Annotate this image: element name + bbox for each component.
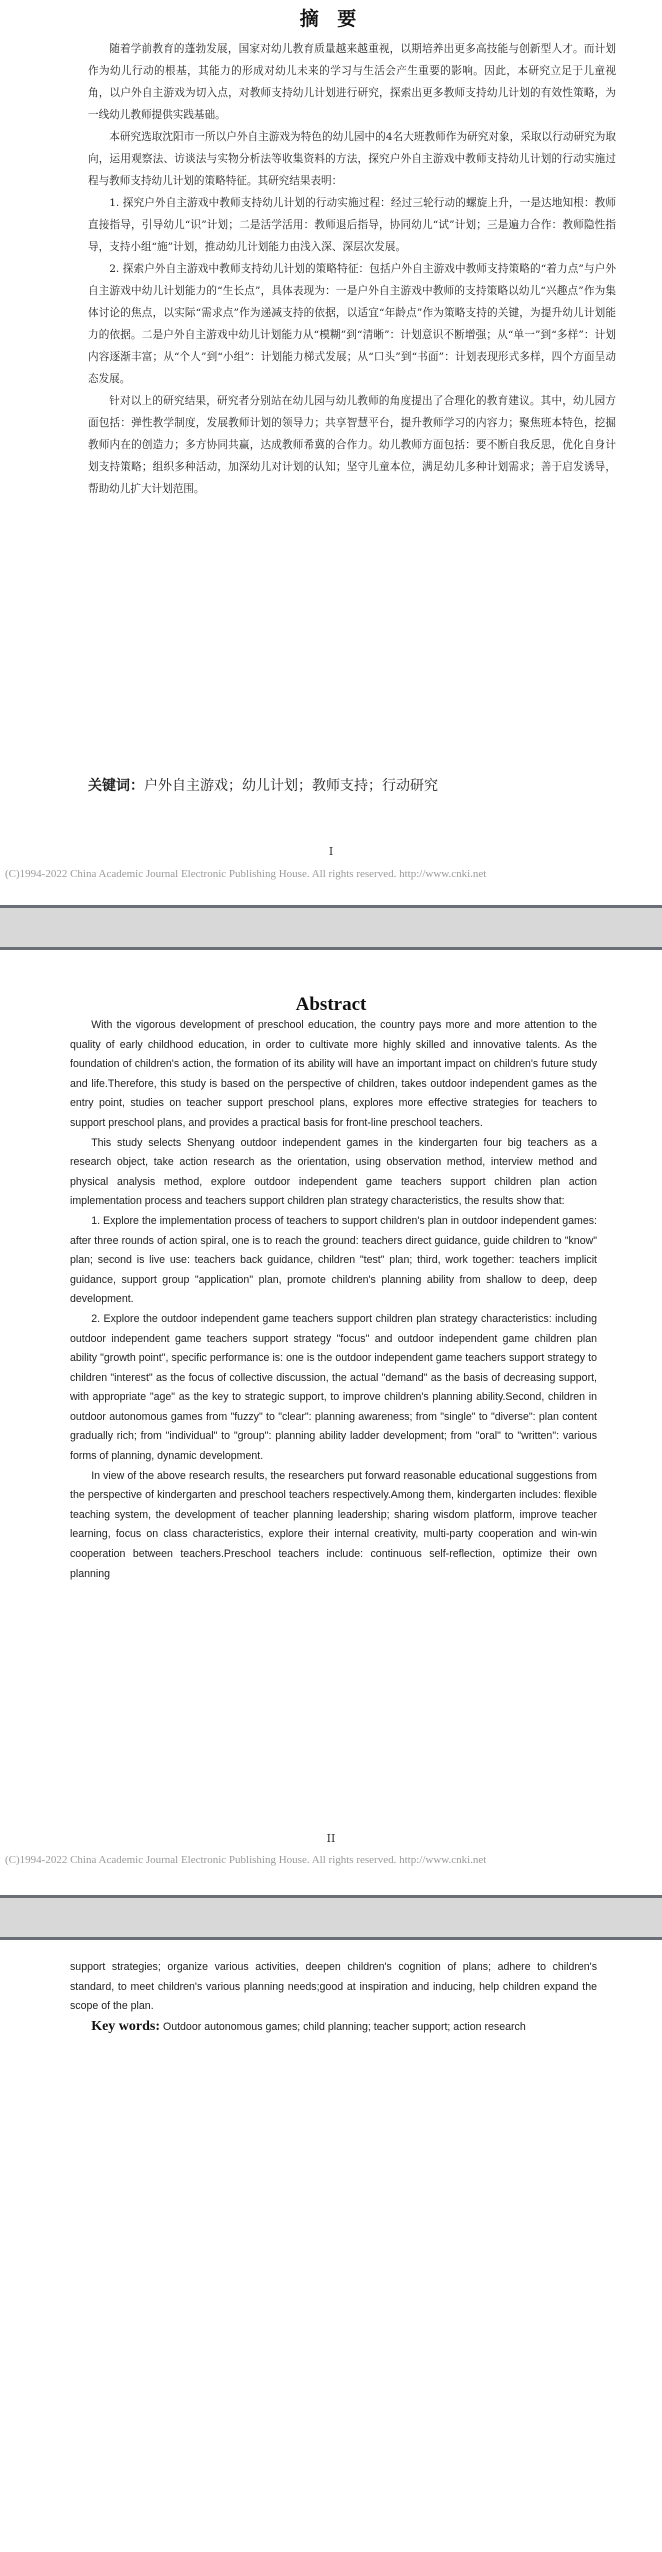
page-number-2: II <box>326 1832 336 1845</box>
english-abstract-title: Abstract <box>295 994 367 1015</box>
en-paragraph-3: 1. Explore the implementation process of teachers to support children's plan in outdoor independent games: after three rounds of action spiral, one is to reach the ground: teachers direct guidance, guide children to "know" plan; second is live use: teachers back guidance, children "test" plan; third, work together: teachers implicit guidance, support group "application" plan, promote children's planning ability from shallow to deep, deep development. <box>70 1214 597 1306</box>
chinese-keywords-label: 关键词： <box>88 778 144 794</box>
chinese-keywords <box>88 775 616 795</box>
english-abstract-body <box>70 1016 597 1584</box>
cn-paragraph-2: 本研究选取沈阳市一所以户外自主游戏为特色的幼儿园中的4名大班教师作为研究对象，采取以行动研究为取向，运用观察法、访谈法与实物分析法等收集资料的方法，探究户外自主游戏中教师支持幼儿计划的行动实施过程与教师支持幼儿计划的策略特征。其研究结果表明： <box>88 131 616 187</box>
cn-paragraph-4: 2. 探索户外自主游戏中教师支持幼儿计划的策略特征：包括户外自主游戏中教师支持策略的“着力点”与户外自主游戏中幼儿计划能力的“生长点”，具体表现为：一是户外自主游戏中教师的支持策略以幼儿“兴趣点”作为集体讨论的焦点，以实际“需求点”作为递减支持的依据，以适宜“年龄点”作为策略支持的关键，为提升幼儿计划能力的依据。二是户外自主游戏中幼儿计划能力从“模糊”到“清晰”：计划意识不断增强；从“单一”到“多样”：计划内容逐渐丰富；从“个人”到“小组”：计划能力梯式发展；从“口头”到“书面”：计划表现形式多样，四个方面呈动态发展。 <box>88 263 616 385</box>
english-keywords-text: Outdoor autonomous games; child planning; teacher support; action research <box>162 2020 526 2033</box>
chinese-abstract-title: 摘 要 <box>299 8 363 30</box>
en-paragraph-1: With the vigorous development of preschool education, the country pays more and more attention to the quality of early childhood education, in order to cultivate more highly skilled and innovative talents. As the foundation of children's action, the formation of its ability will have an important impact on children's future study and life.Therefore, this study is based on the perspective of children, takes outdoor independent games as the entry point, studies on teacher support preschool plans, explores more effective strategies for teachers to support preschool plans, and provides a practical basis for front-line preschool teachers. <box>70 1019 597 1129</box>
chinese-keywords-text: 户外自主游戏；幼儿计划；教师支持；行动研究 <box>144 778 438 794</box>
page-separator-1 <box>0 905 662 950</box>
page-number-1: I <box>328 845 334 858</box>
copyright-footer-1: (C)1994-2022 China Academic Journal Electronic Publishing House. All rights reserved. http://www.cnki.net <box>5 868 487 880</box>
cn-paragraph-3: 1. 探究户外自主游戏中教师支持幼儿计划的行动实施过程：经过三轮行动的螺旋上升，一是达地知根：教师直接指导，引导幼儿“识”计划；二是活学活用：教师退后指导，协同幼儿“试”计划；三是遍力合作：教师隐性指导，支持小组“施”计划，推动幼儿计划能力由浅入深、深层次发展。 <box>88 197 616 253</box>
en-continuation-paragraph: support strategies; organize various activities, deepen children's cognition of plans; adhere to children's standard, to meet children's various planning needs;good at inspiration and inducing, help children expand the scope of the plan. <box>70 1961 597 2013</box>
page-bottom-edge-2 <box>0 1895 662 1898</box>
english-keywords <box>70 2017 597 2038</box>
en-paragraph-4: 2. Explore the outdoor independent game teachers support children plan strategy characteristics: including outdoor independent game teachers support strategy "focus" and outdoor independent game children plan ability "growth point", specific performance is: one is the outdoor independent game teachers support strategy to children "interest" as the focus of collective discussion, the actual "demand" as the basis of decreasing support, with appropriate "age" as the key to strategic support, to improve children's planning ability.Second, children in outdoor autonomous games from "fuzzy" to "clear": planning awareness; from "single" to "diverse": plan content gradually rich; from "individual" to "group": planning ability ladder development; from "oral" to "written": various forms of planning, dynamic development. <box>70 1312 597 1463</box>
en-paragraph-2: This study selects Shenyang outdoor independent games in the kindergarten four big teachers as a research object, take action research as the orientation, using observation method, interview method and physical analysis method, explore outdoor independent game teachers support children plan action implementation process and teachers support children plan strategy characteristics, the results show that: <box>70 1136 597 1208</box>
page-2 <box>0 950 662 1895</box>
cn-paragraph-1: 随着学前教育的蓬勃发展，国家对幼儿教育质量越来越重视，以期培养出更多高技能与创新型人才。而计划作为幼儿行动的根基，其能力的形成对幼儿未来的学习与生活会产生重要的影响。因此，本研究立足于儿童视角，以户外自主游戏为切入点，对教师支持幼儿计划进行研究，探索出更多教师支持幼儿计划的有效性策略，为一线幼儿教师提供实践基础。 <box>88 43 616 121</box>
cn-paragraph-5: 针对以上的研究结果，研究者分别站在幼儿园与幼儿教师的角度提出了合理化的教育建议。其中，幼儿园方面包括：弹性教学制度，发展教师计划的领导力；共享智慧平台，提升教师学习的内容力；聚焦班本特色，挖掘教师内在的创造力；多方协同共赢，达成教师希冀的合作力。幼儿教师方面包括：要不断自我反思，优化自身计划支持策略；组织多种活动，加深幼儿对计划的认知；坚守儿童本位，满足幼儿多种计划需求；善于启发诱导，帮助幼儿扩大计划范围。 <box>88 395 616 495</box>
page-1 <box>0 0 662 905</box>
english-abstract-continuation <box>70 1958 597 2037</box>
english-keywords-label: Key words: <box>91 2018 161 2034</box>
page-bottom-edge-1 <box>0 905 662 908</box>
page-3 <box>0 1940 662 2552</box>
page-separator-2 <box>0 1895 662 1940</box>
chinese-abstract-body <box>88 38 616 500</box>
en-paragraph-5: In view of the above research results, the researchers put forward reasonable educational suggestions from the perspective of kindergarten and preschool teachers respectively.Among them, kindergarten includes: flexible teaching system, the development of teacher planning leadership; sharing wisdom platform, improve teacher learning, focus on class characteristics, explore their internal creativity, multi-party cooperation and win-win cooperation between teachers.Preschool teachers include: continuous self-reflection, optimize their own planning <box>70 1469 597 1580</box>
copyright-footer-2: (C)1994-2022 China Academic Journal Electronic Publishing House. All rights reserved. http://www.cnki.net <box>5 1854 487 1866</box>
